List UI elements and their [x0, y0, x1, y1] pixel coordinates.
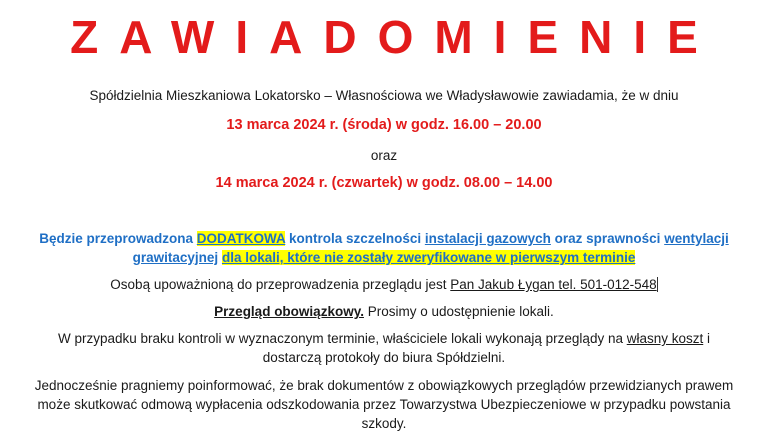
insurance-line-2: może skutkować odmową wypłacenia odszkodowania przez Towarzystwa Ubezpieczeniowe w przypadku powstania — [37, 397, 731, 412]
contact-line — [0, 276, 768, 293]
date-second: 14 marca 2024 r. (czwartek) w godz. 08.00 – 14.00 — [215, 175, 553, 191]
mandatory-line — [0, 303, 768, 320]
notice-text: kontrola szczelności — [285, 231, 425, 246]
notice-text: Będzie przeprowadzona — [39, 231, 197, 246]
intro-text: Spółdzielnia Mieszkaniowa Lokatorsko – Własnościowa we Władysławowie zawiadamia, że w dniu — [89, 88, 679, 103]
additional-highlight: DODATKOWA — [196, 231, 286, 246]
date-first: 13 marca 2024 r. (środa) w godz. 16.00 – 20.00 — [226, 117, 542, 133]
notice-text: oraz sprawności — [550, 231, 665, 246]
insurance-line-1: Jednocześnie pragniemy poinformować, że brak dokumentów z obowiązkowych przeglądów przewidzianych prawem — [34, 378, 734, 393]
contact-prefix: Osobą upoważnioną do przeprowadzenia przeglądu jest — [110, 277, 451, 292]
gravitational: grawitacyjnej — [132, 250, 219, 265]
document-title: ZAWIADOMIENIE — [70, 11, 719, 63]
mandatory-inspection: Przegląd obowiązkowy. — [214, 304, 364, 319]
missed-line-1: W przypadku braku kontroli w wyznaczonym terminie, właściciele lokali wykonają przeglądy na własny koszt i — [57, 331, 710, 346]
contact-person: Pan Jakub Łygan tel. 501-012-548 — [450, 277, 657, 292]
notice-line-2 — [0, 249, 768, 266]
ventilation: wentylacji — [664, 231, 729, 246]
notice-line-1 — [0, 230, 768, 247]
gas-installations: instalacji gazowych — [424, 231, 551, 246]
insurance-line-3: szkody. — [361, 416, 407, 431]
missed-line-2: dostarczą protokoły do biura Spółdzielni. — [262, 350, 506, 365]
unverified-premises-highlight: dla lokali, które nie zostały zweryfikowane w pierwszym terminie — [221, 250, 636, 265]
mandatory-request: Prosimy o udostępnienie lokali. — [363, 304, 554, 319]
own-cost: własny koszt — [626, 331, 704, 346]
connector-text: oraz — [370, 148, 398, 163]
